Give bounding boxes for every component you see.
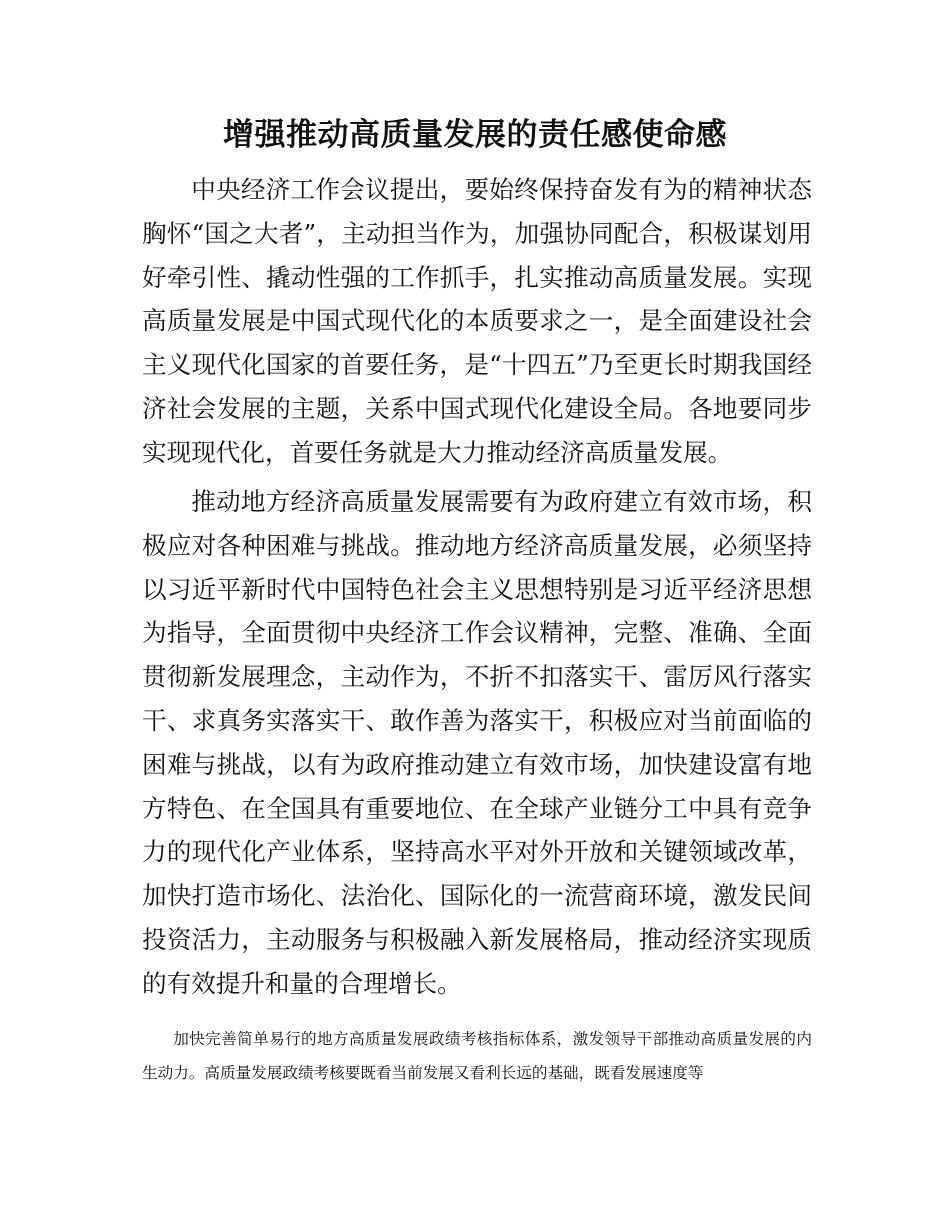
paragraph-1: 中央经济工作会议提出，要始终保持奋发有为的精神状态胸怀“国之大者”，主动担当作为，加强协同配合，积极谋划用好牵引性、撬动性强的工作抓手，扎实推动高质量发展。实现高质量发展是中国式现代化的本质要求之一，是全面建设社会主义现代化国家的首要任务，是“十四五”乃至更长时期我国经济社会发展的主题，关系中国式现代化建设全局。各地要同步实现现代化，首要任务就是大力推动经济高质量发展。 xyxy=(142,175,812,467)
paragraph-3: 加快完善简单易行的地方高质量发展政绩考核指标体系，激发领导干部推动高质量发展的内生动力。高质量发展政绩考核要既看当前发展又看利长远的基础，既看发展速度等 xyxy=(142,1030,812,1082)
paragraph-2: 推动地方经济高质量发展需要有为政府建立有效市场，积极应对各种困难与挑战。推动地方经济高质量发展，必须坚持以习近平新时代中国特色社会主义思想特别是习近平经济思想为指导，全面贯彻中央经济工作会议精神，完整、准确、全面贯彻新发展理念，主动作为，不折不扣落实干、雷厉风行落实干、求真务实落实干、敢作善为落实干，积极应对当前面临的困难与挑战，以有为政府推动建立有效市场，加快建设富有地方特色、在全国具有重要地位、在全球产业链分工中具有竞争力的现代化产业体系，坚持高水平对外开放和关键领域改革，加快打造市场化、法治化、国际化的一流营商环境，激发民间投资活力，主动服务与积极融入新发展格局，推动经济实现质的有效提升和量的合理增长。 xyxy=(142,487,812,998)
document-title: 增强推动高质量发展的责任感使命感 xyxy=(223,117,727,153)
